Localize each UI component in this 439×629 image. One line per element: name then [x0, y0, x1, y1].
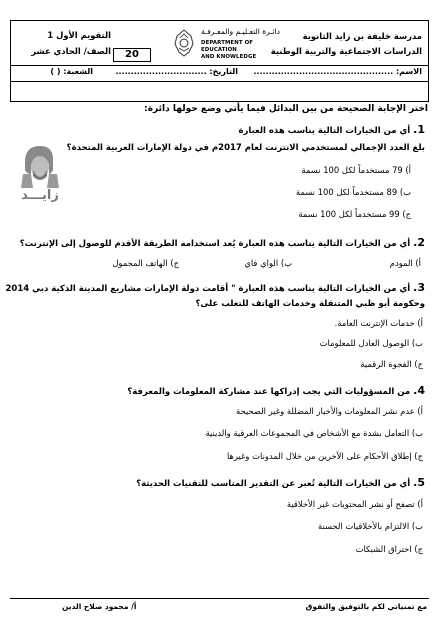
assessment-title: التقويم الأول 1 [47, 30, 111, 40]
ministry-arabic: دائـرة التعـليـم والمعـرفـة [201, 27, 281, 36]
option[interactable]: ب) الوصول العادل للمعلومات [319, 338, 423, 348]
footer-divider [10, 598, 429, 599]
name-field[interactable]: الاسم: .............................................. [253, 67, 422, 76]
school-name: مدرسة خليفة بن زايد الثانوية [302, 31, 422, 41]
assessment-info [15, 27, 111, 59]
section-field[interactable]: الشعبة: ( ) [50, 67, 93, 76]
header-divider-bottom [11, 81, 428, 82]
question-3-subtext: وحكومة أبو ظبي المتنقلة وخدمات الهاتف للتغلب على؟ [195, 299, 425, 309]
footer-wishes: مع تمنياتي لكم بالتوفيق والتفوق [305, 602, 427, 611]
option[interactable]: ب) الواي فاي [244, 258, 292, 268]
option[interactable]: ب) 89 مستخدماً لكل 100 نسمة [295, 187, 411, 197]
ministry-english-line1: DEPARTMENT OF EDUCATION [201, 40, 254, 53]
zayed-text: زايـــد [21, 188, 59, 203]
instructions: اختر الإجابة الصحيحة من بين البدائل فيما يأتي وضع حولها دائرة: [144, 104, 428, 114]
option[interactable]: ج) الهاتف المحمول [112, 258, 179, 268]
question-number: 3. [413, 281, 425, 294]
option[interactable]: أ) 79 مستخدماً لكل 100 نسمة [301, 165, 411, 175]
option[interactable]: ج) الفجوة الرقمية [360, 359, 423, 369]
option[interactable]: ج) 99 مستخدماً لكل 100 نسمة [298, 209, 411, 219]
question-text: من المسؤوليات التي يجب إدراكها عند مشاركة المعلومات والمعرفة؟ [127, 387, 411, 397]
option[interactable]: ب) التعامل بشدة مع الأشخاص في المجموعات العرقية والدينية [205, 428, 423, 438]
question-number: 1. [413, 123, 425, 136]
question-3 [6, 281, 425, 294]
question-text: أي من الخيارات التالية تُعبر عن التقدير المناسب للتقنيات الحديثة؟ [136, 479, 411, 489]
option[interactable]: ج) اختراق الشبكات [355, 544, 423, 554]
option[interactable]: ب) الالتزام بالأخلاقيات الحسنة [317, 521, 423, 531]
header-box [10, 20, 429, 102]
option[interactable]: أ) عدم نشر المعلومات والأخبار المضللة وغير الصحيحة [235, 406, 423, 416]
question-1-subtext: بلغ العدد الإجمالي لمستخدمي الانترنت لعام 2017م في دولة الإمارات العربية المتحدة؟ [66, 143, 425, 153]
option[interactable]: ج) إطلاق الأحكام على الآخرين من خلال المدونات وغيرها [226, 451, 423, 461]
question-5 [136, 476, 425, 489]
question-2 [20, 236, 425, 249]
question-1 [238, 123, 425, 136]
question-text: أي من الخيارات التالية يناسب هذه العبارة يُعد استخدامه الطريقة الأقدم للوصول إلى الإنترنت؟ [19, 239, 411, 249]
question-number: 2. [413, 236, 425, 249]
footer-teacher: أ/ محمود صلاح الدين [62, 602, 137, 611]
header-divider [11, 65, 428, 66]
emblem-icon [171, 28, 197, 58]
student-info-row [11, 67, 428, 80]
grade-label: الصف/ الحادي عشر [31, 46, 111, 56]
date-field[interactable]: التاريخ: .............................. [115, 67, 238, 76]
ministry-english [201, 40, 283, 61]
zayed-logo [13, 140, 63, 206]
ministry-logo [171, 25, 283, 65]
portrait-icon [13, 140, 63, 190]
option[interactable]: أ) تصفح أو نشر المحتويات غير الأخلاقية [286, 499, 423, 509]
option[interactable]: أ) خدمات الإنترنت العامة. [334, 318, 423, 328]
question-number: 4. [413, 384, 425, 397]
option[interactable]: أ) المودم [389, 258, 421, 268]
ministry-english-line2: AND KNOWLEDGE [201, 54, 257, 60]
question-number: 5. [413, 476, 425, 489]
score-box: 20 [113, 48, 151, 62]
question-text: أي من الخيارات التالية يناسب هذه العبارة [238, 126, 411, 136]
subject-name: الدراسات الاجتماعية والتربية الوطنية [270, 46, 422, 56]
question-4 [127, 384, 425, 397]
question-text: أي من الخيارات التالية يناسب هذه العبارة " أقامت دولة الإمارات مشاريع المدينة الذكية دبي 2014 [5, 284, 411, 294]
